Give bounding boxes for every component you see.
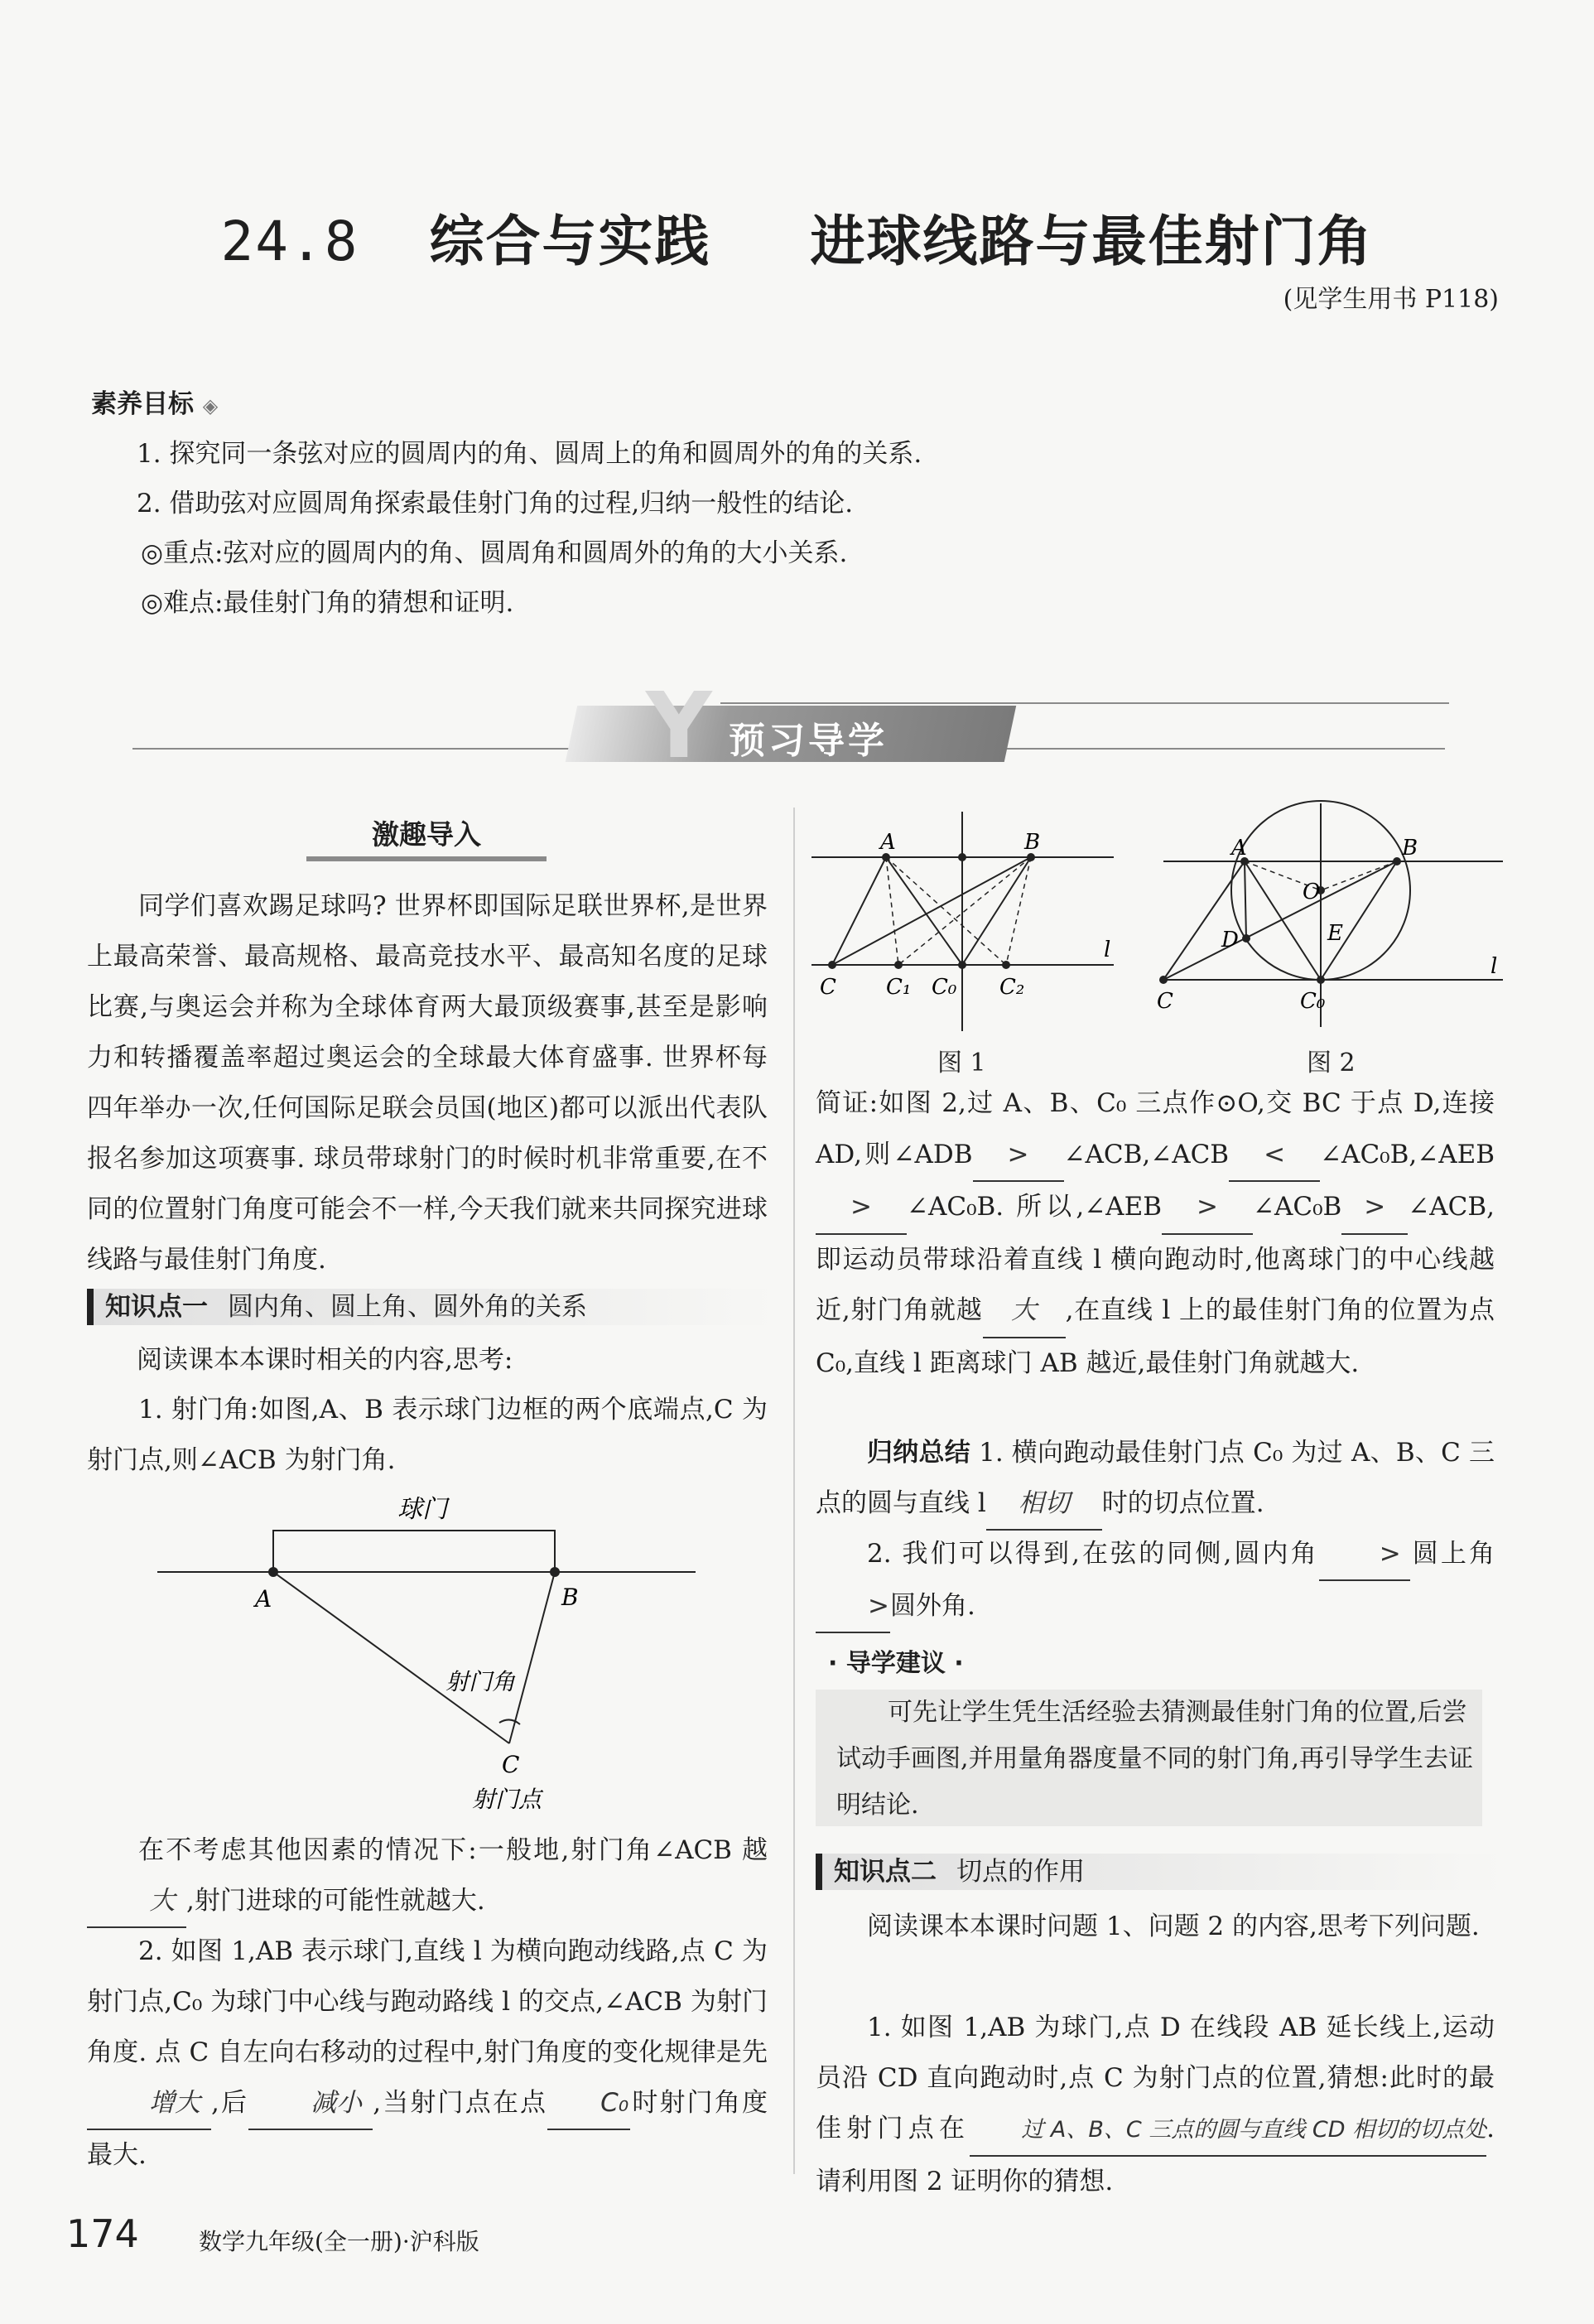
point-c1 (894, 961, 903, 969)
guide-text: 可先让学生凭生活经验去猜测最佳射门角的位置,后尝试动手画图,并用量角器度量不同的射门角,再引导学生去证明结论. (836, 1698, 1474, 1820)
line-bc0 (962, 857, 1031, 965)
goal-line: 2. 借助弦对应圆周角探索最佳射门角的过程,归纳一般性的结论. (137, 489, 854, 518)
label-b: B (1024, 830, 1041, 855)
kp2-label: 知识点二 (834, 1857, 937, 1887)
proof-text: ∠AC₀B. 所以,∠AEB (907, 1192, 1162, 1222)
intro-heading: 激趣导入 (306, 813, 547, 861)
label-c0: C₀ (1300, 989, 1326, 1014)
intro-paragraph: 同学们喜欢踢足球吗? 世界杯即国际足联世界杯,是世界上最高荣誉、最高规格、最高竞技水平、最高知名度的足球比赛,与奥运会并称为全球体育两大最顶级赛事,甚至是影响力和转播覆盖率超过奥运会的全球最大体育盛事. 世界杯每四年举办一次,任何国际足联会员国(地区)都可以派出代表队报名参加这项赛事. 球员带球射门的时候时机非常重要,在不同的位置射门角度可能会不一样,今天我们就来共同探究进球线路与最佳射门角度. (87, 891, 768, 1275)
q1b-post: ,射门进球的可能性就越大. (186, 1886, 485, 1916)
line-ac (832, 857, 886, 965)
line-ad (1245, 861, 1246, 938)
point-c2 (1002, 961, 1010, 969)
point-c0 (1317, 976, 1325, 984)
guide-label: · 导学建议 · (828, 1649, 964, 1678)
label-d: D (1221, 928, 1239, 952)
title-part-a: 综合与实践 (429, 210, 711, 273)
answer-blank: 增大 (87, 2078, 211, 2130)
angle-arc (499, 1719, 520, 1724)
figure-2-caption: 图 2 (1307, 1049, 1356, 1078)
shooting-angle-figure (149, 1483, 704, 1830)
banner-letter: Y (646, 673, 712, 779)
goals-heading-text: 素养目标 (91, 389, 194, 419)
label-c: C (502, 1751, 520, 1778)
point-c (828, 961, 836, 969)
diamond-icon: ◈ (202, 394, 219, 417)
q2-pre: 2. 如图 1,AB 表示球门,直线 l 为横向跑动线路,点 C 为射门点,C₀ 为球门中心线与跑动路线 l 的交点,∠ACB 为射门角度. 点 C 自左向右移动的过程中,射门角度的变化规律是先 (87, 1936, 768, 2067)
goals-heading (91, 383, 218, 420)
answer-blank: 减小 (248, 2078, 373, 2130)
answer-blank: 大 (983, 1285, 1066, 1338)
line-ac (273, 1572, 509, 1743)
kp2-title: 切点的作用 (956, 1857, 1085, 1887)
label-b: B (1402, 836, 1418, 861)
figure-1 (807, 808, 1130, 1048)
label-l: l (1490, 954, 1498, 979)
section-number: 24.8 (220, 210, 359, 273)
kp1-label: 知识点一 (105, 1292, 208, 1322)
page-number: 174 (66, 2211, 139, 2256)
kp2-read: 阅读课本本课时问题 1、问题 2 的内容,思考下列问题. (867, 1912, 1480, 1941)
answer-blank: > (973, 1130, 1064, 1183)
line-bc1 (898, 857, 1031, 965)
banner-rule-top (720, 702, 1449, 704)
answer-blank: > (816, 1581, 890, 1633)
label-a: A (1231, 836, 1247, 861)
proof-text: ∠AC₀B (1252, 1192, 1342, 1222)
goal-label: 球门 (397, 1495, 447, 1524)
kp1-title: 圆内角、圆上角、圆外角的关系 (228, 1292, 587, 1322)
summary-text: 2. 我们可以得到,在弦的同侧,圆内角 (867, 1539, 1319, 1569)
q1b-pre: 在不考虑其他因素的情况下:一般地,射门角∠ACB 越 (138, 1835, 768, 1865)
q2-mid2: ,当射门点在点 (373, 2088, 548, 2118)
goal-line: 1. 探究同一条弦对应的圆周内的角、圆周上的角和圆周外的角的关系. (137, 439, 922, 469)
question-1b (87, 1825, 768, 1928)
proof-text: ,在直线 l 上的最佳射门角的位置为点 C₀,直线 l 距离球门 AB 越近,最佳射门角就越大. (816, 1295, 1495, 1378)
see-book-ref: (见学生用书 P118) (1283, 285, 1499, 314)
question-1: 1. 射门角:如图,A、B 表示球门边框的两个底端点,C 为射门点,则∠ACB 为射门角. (87, 1395, 768, 1475)
proof-text: 简证:如图 2,过 A、B、C₀ 三点作⊙O,交 BC 于点 D,连接 AD,则∠ADB (816, 1088, 1495, 1169)
line-be (1321, 861, 1397, 890)
summary-2 (816, 1529, 1495, 1633)
point-d (1242, 934, 1250, 943)
proof-paragraph (816, 1078, 1495, 1389)
angle-label: 射门角 (445, 1668, 516, 1695)
kp2-question-text: . 请利用图 2 证明你的猜想. (816, 2114, 1495, 2196)
summary-1 (816, 1428, 1495, 1531)
knowledge-point-2-heading (816, 1854, 1505, 1890)
summary-text: 时的切点位置. (1101, 1488, 1264, 1518)
summary-text: 圆上角 (1409, 1539, 1495, 1569)
label-c0: C₀ (932, 975, 957, 1000)
proof-text: ∠ACB,即运动员带球沿着直线 l 横向跑动时,他离球门的中心线越近,射门角就越 (816, 1192, 1495, 1325)
figure-1-caption: 图 1 (937, 1049, 986, 1078)
label-a: A (255, 1585, 272, 1613)
point-c0 (958, 961, 966, 969)
line-bc2 (1006, 857, 1031, 965)
label-e: E (1327, 921, 1343, 946)
summary-text: 圆外角. (890, 1591, 975, 1621)
q2-post: 时射门角度最大. (87, 2088, 768, 2170)
read-instruction: 阅读课本本课时相关的内容,思考: (137, 1345, 513, 1375)
kp2-question (816, 2003, 1495, 2207)
label-o: O (1303, 880, 1321, 904)
label-a: A (880, 830, 896, 855)
label-b: B (561, 1584, 579, 1611)
label-l: l (1104, 938, 1111, 962)
goal-line: ◎重点:弦对应的圆周内的角、圆周角和圆周外的角的大小关系. (141, 538, 848, 568)
answer-blank: > (1341, 1182, 1408, 1235)
title-part-b: 进球线路与最佳射门角 (810, 210, 1374, 273)
page-title (0, 197, 1594, 276)
answer-blank: 大 (87, 1876, 186, 1928)
line-bc (1163, 861, 1397, 980)
line-bc (832, 857, 1031, 965)
point-mid (958, 853, 966, 861)
answer-blank: > (1319, 1529, 1410, 1581)
line-ac0 (886, 857, 962, 965)
answer-blank: 相切 (986, 1478, 1102, 1531)
proof-text: ∠ACB,∠ACB (1063, 1139, 1230, 1169)
figure-2 (1147, 799, 1511, 1048)
column-divider (793, 808, 795, 2174)
label-c: C (820, 975, 836, 1000)
label-c: C (1157, 989, 1173, 1014)
book-title: 数学九年级(全一册)·沪科版 (199, 2228, 479, 2255)
point-b (1393, 857, 1401, 865)
line-bc (509, 1572, 555, 1743)
point-label: 射门点 (472, 1786, 542, 1813)
answer-blank: < (1229, 1130, 1320, 1183)
knowledge-point-1-heading (87, 1289, 776, 1325)
label-c2: C₂ (999, 975, 1025, 1000)
question-2 (87, 1926, 768, 2181)
summary-label: 归纳总结 (867, 1438, 970, 1468)
proof-text: ∠AC₀B,∠AEB (1320, 1139, 1495, 1169)
line-ac2 (886, 857, 1006, 965)
q2-mid: ,后 (211, 2088, 249, 2118)
line-ac (1163, 861, 1245, 980)
label-c1: C₁ (886, 975, 912, 1000)
summary-text: 1. 横向跑动最佳射门点 C₀ 为过 A、B、C 三点的圆与直线 l (816, 1438, 1495, 1518)
answer-blank: > (1162, 1182, 1253, 1235)
goal-line: ◎难点:最佳射门角的猜想和证明. (141, 588, 514, 618)
answer-blank: C₀ (547, 2078, 630, 2130)
kp2-question-text: 1. 如图 1,AB 为球门,点 D 在线段 AB 延长线上,运动员沿 CD 直向跑动时,点 C 为射门点的位置,猜想:此时的最佳射门点在 (816, 2013, 1495, 2143)
banner-text: 预习导学 (729, 720, 888, 762)
goal-frame (273, 1531, 555, 1572)
answer-blank: > (816, 1182, 907, 1235)
answer-blank: 过 A、B、C 三点的圆与直线 CD 相切的切点处 (970, 2105, 1486, 2157)
point-c (1159, 976, 1168, 984)
